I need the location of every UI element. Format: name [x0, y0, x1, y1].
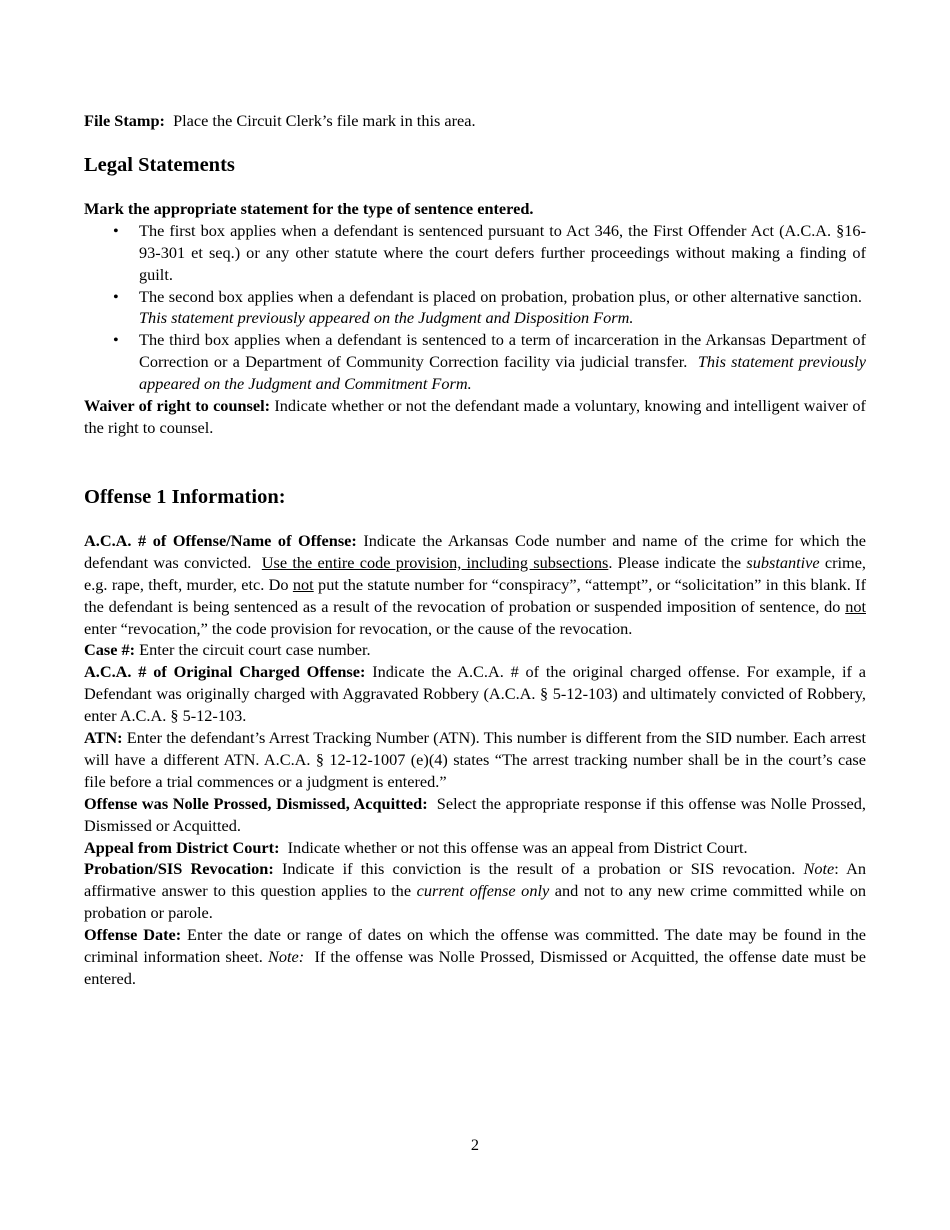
legal-bullet-1-text: The first box applies when a defendant is sentenced pursuant to Act 346, the First Offender Act (A.C.A. §16-93-301 et seq.) or any other statute where the court defers further proceedings without making a finding of guilt. — [139, 220, 866, 284]
aca-offense-text-3: crime, e.g. rape, theft, murder, etc. Do — [84, 552, 866, 594]
probation-text-1: Indicate if this conviction is the result of a probation or SIS revocation. — [281, 859, 796, 879]
aca-offense-text-1: Indicate the Arkansas Code number and name of the crime for which the defendant was convicted. — [84, 530, 866, 572]
offense-date-label: Offense Date: — [84, 925, 182, 945]
original-offense-paragraph — [84, 661, 866, 727]
document-page — [84, 110, 866, 990]
appeal-text: Indicate whether or not this offense was an appeal from District Court. — [287, 837, 748, 857]
atn-label: ATN: — [84, 728, 123, 748]
offense-date-text-1: Enter the date or range of dates on which the offense was committed. The date may be found in the criminal information sheet. — [84, 925, 866, 967]
case-number-label: Case #: — [84, 640, 136, 660]
nolle-label: Offense was Nolle Prossed, Dismissed, Acquitted: — [84, 793, 428, 813]
aca-offense-underline-3: not — [845, 596, 866, 616]
original-offense-text: Indicate the A.C.A. # of the original charged offense. For example, if a Defendant was originally charged with Aggravated Robbery (A.C.A. § 5-12-103) and ultimately convicted of Robbery, enter A.C.A. § 5-12-103. — [84, 662, 866, 726]
offense-date-text-2: If the offense was Nolle Prossed, Dismissed or Acquitted, the offense date must be entered. — [84, 947, 867, 988]
file-stamp-text: Place the Circuit Clerk’s file mark in this area. — [173, 111, 476, 130]
aca-offense-underline-1: Use the entire code provision, including subsections — [261, 552, 609, 572]
legal-instruction — [84, 198, 866, 220]
offense-date-paragraph — [84, 924, 866, 990]
aca-offense-paragraph — [84, 530, 866, 640]
nolle-text: Select the appropriate response if this offense was Nolle Prossed, Dismissed or Acquitted. — [84, 793, 866, 835]
aca-offense-text-4: put the statute number for “conspiracy”, “attempt”, or “solicitation” in this blank. If the defendant is being sentenced as a result of the revocation of probation or suspended imposition of sentence, do — [84, 574, 866, 616]
case-number-paragraph — [84, 639, 866, 661]
probation-label: Probation/SIS Revocation: — [84, 859, 274, 879]
legal-bullet-2-text: The second box applies when a defendant is placed on probation, probation plus, or other alternative sanction. — [139, 286, 862, 306]
legal-bullet-list — [84, 220, 866, 395]
offense-heading: Offense 1 Information: — [84, 485, 286, 508]
legal-bullet-2 — [113, 286, 866, 330]
legal-instruction-text: Mark the appropriate statement for the type of sentence entered. — [84, 198, 534, 218]
legal-bullet-3-note: This statement previously appeared on the Judgment and Commitment Form. — [139, 352, 867, 394]
aca-offense-label: A.C.A. # of Offense/Name of Offense: — [84, 530, 357, 550]
bullet-icon: • — [113, 220, 119, 240]
atn-text: Enter the defendant’s Arrest Tracking Number (ATN). This number is different from the SID number. Each arrest will have a different ATN. A.C.A. § 12-12-1007 (e)(4) states “The arrest tracking number shall be in the court’s case file before a trial commences or a judgment is entered.” — [84, 728, 867, 791]
waiver-label: Waiver of right to counsel: — [84, 396, 271, 416]
page-number: 2 — [470, 1135, 480, 1154]
legal-bullet-2-note: This statement previously appeared on the Judgment and Disposition Form. — [139, 308, 634, 328]
probation-note-italic: Note — [803, 859, 835, 879]
probation-paragraph — [84, 858, 866, 924]
file-stamp-paragraph — [84, 110, 866, 132]
file-stamp-label: File Stamp: — [84, 111, 165, 130]
probation-text-2: : An affirmative answer to this question applies to the — [84, 859, 867, 901]
waiver-paragraph — [84, 395, 866, 439]
probation-current-offense-italic: current offense only — [416, 881, 550, 901]
appeal-paragraph — [84, 837, 866, 859]
aca-offense-underline-2: not — [292, 574, 314, 594]
legal-statements-heading: Legal Statements — [84, 153, 235, 176]
probation-text-3: and not to any new crime committed while on probation or parole. — [84, 881, 866, 923]
legal-bullet-1 — [113, 220, 866, 286]
appeal-label: Appeal from District Court: — [84, 837, 280, 857]
original-offense-label: A.C.A. # of Original Charged Offense: — [84, 662, 366, 682]
bullet-icon: • — [113, 286, 119, 306]
aca-offense-text-2: . Please indicate the — [608, 552, 742, 572]
nolle-paragraph — [84, 793, 866, 837]
aca-offense-text-5: enter “revocation,” the code provision for revocation, or the cause of the revocation. — [84, 618, 633, 638]
aca-offense-italic-1: substantive — [746, 552, 820, 572]
legal-bullet-3 — [113, 329, 867, 395]
waiver-text: Indicate whether or not the defendant made a voluntary, knowing and intelligent waiver of the right to counsel. — [84, 396, 866, 437]
offense-date-note-italic: Note: — [268, 947, 305, 967]
bullet-icon: • — [113, 330, 119, 350]
atn-paragraph — [84, 727, 866, 793]
case-number-text: Enter the circuit court case number. — [139, 640, 371, 660]
legal-bullet-3-text: The third box applies when a defendant is sentenced to a term of incarceration in the Arkansas Department of Correction or a Department of Community Correction facility via judicial transfer. — [139, 330, 866, 372]
